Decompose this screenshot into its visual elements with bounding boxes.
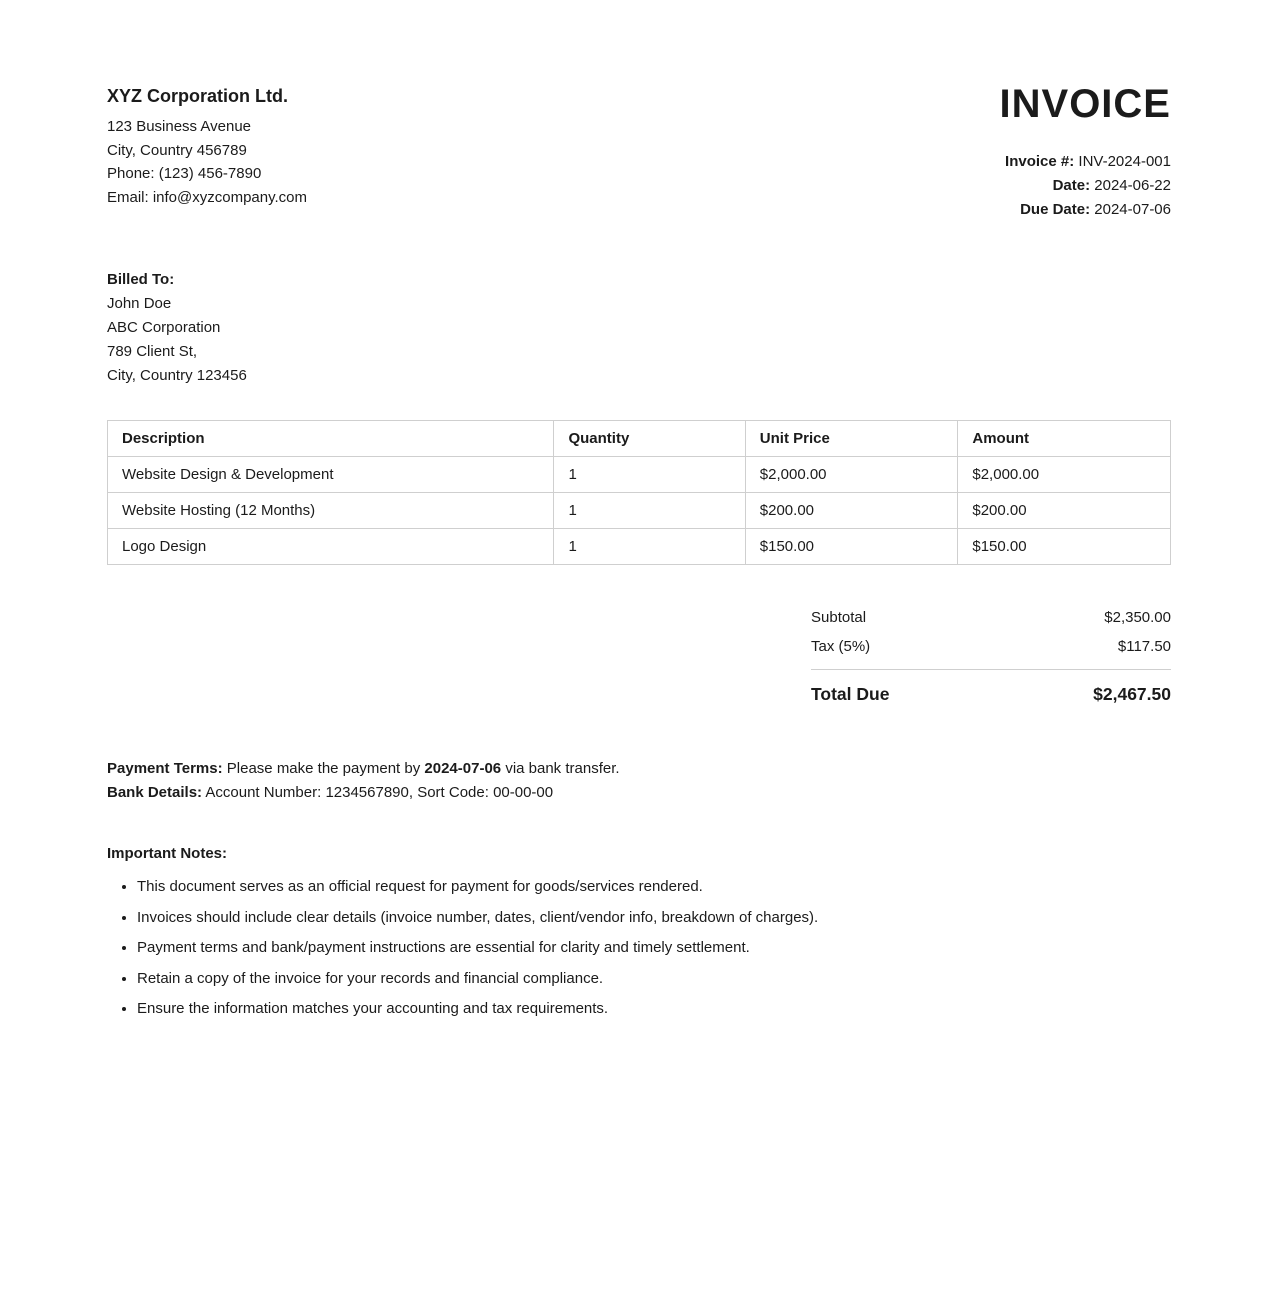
item-description: Website Hosting (12 Months)	[108, 493, 554, 529]
invoice-date-value: 2024-06-22	[1094, 177, 1171, 194]
totals-section	[811, 603, 1171, 711]
item-quantity: 1	[554, 457, 745, 493]
item-description: Logo Design	[108, 529, 554, 565]
invoice-number-label: Invoice #:	[1005, 153, 1075, 170]
invoice-header	[107, 84, 1171, 222]
total-due-value: $2,467.50	[1093, 684, 1171, 704]
item-amount: $200.00	[958, 493, 1171, 529]
payment-terms-date: 2024-07-06	[424, 760, 502, 777]
company-name: XYZ Corporation Ltd.	[107, 86, 288, 106]
items-table-header	[108, 421, 1171, 457]
billed-to-section	[107, 268, 1171, 388]
billed-to-company: ABC Corporation	[107, 319, 221, 336]
invoice-number-value: INV-2024-001	[1078, 153, 1171, 170]
list-item: • Invoices should include clear details (invoice number, dates, client/vendor info, breakdown of charges).	[137, 907, 1171, 929]
total-due-label: Total Due	[811, 684, 890, 704]
payment-terms-line	[107, 757, 1171, 781]
billed-to-name: John Doe	[107, 295, 172, 312]
table-header-row	[108, 421, 1171, 457]
col-header-amount: Amount	[958, 421, 1171, 457]
list-item: • Ensure the information matches your accounting and tax requirements.	[137, 998, 1171, 1020]
invoice-date-line	[1000, 174, 1171, 198]
list-item: • This document serves as an official request for payment for goods/services rendered.	[137, 876, 1171, 898]
total-due-row	[811, 670, 1171, 711]
invoice-meta-block	[1000, 84, 1171, 222]
items-table-body	[108, 457, 1171, 565]
invoice-title: INVOICE	[999, 82, 1171, 126]
table-row	[108, 457, 1171, 493]
bank-details-line	[107, 781, 1171, 805]
invoice-due-date-line	[1000, 198, 1171, 222]
list-item: • Payment terms and bank/payment instructions are essential for clarity and timely settlement.	[137, 937, 1171, 959]
tax-value: $117.50	[1117, 638, 1171, 655]
billed-to-label: Billed To:	[107, 271, 175, 288]
col-header-quantity: Quantity	[554, 421, 745, 457]
company-block	[107, 84, 307, 210]
subtotal-label: Subtotal	[811, 609, 867, 626]
tax-label: Tax (5%)	[811, 638, 871, 655]
invoice-due-date-value: 2024-07-06	[1094, 201, 1171, 218]
item-quantity: 1	[554, 493, 745, 529]
subtotal-value: $2,350.00	[1104, 609, 1171, 626]
item-amount: $2,000.00	[958, 457, 1171, 493]
item-quantity: 1	[554, 529, 745, 565]
billed-to-address-line1: 789 Client St,	[107, 343, 198, 360]
table-row	[108, 493, 1171, 529]
invoice-number-line	[1000, 150, 1171, 174]
tax-row	[811, 632, 1171, 661]
company-address-line1: 123 Business Avenue	[107, 118, 252, 135]
subtotal-row	[811, 603, 1171, 632]
col-header-description: Description	[108, 421, 554, 457]
company-email: Email: info@xyzcompany.com	[107, 189, 308, 207]
bank-details-value: Account Number: 1234567890, Sort Code: 00-00-00	[205, 784, 554, 801]
company-phone: Phone: (123) 456-7890	[107, 165, 262, 183]
billed-to-address-line2: City, Country 123456	[107, 367, 247, 384]
item-description: Website Design & Development	[108, 457, 554, 493]
col-header-unit-price: Unit Price	[745, 421, 958, 457]
table-row	[108, 529, 1171, 565]
payment-terms-label: Payment Terms:	[107, 760, 223, 777]
payment-terms-suffix: via bank transfer.	[505, 760, 620, 777]
item-amount: $150.00	[958, 529, 1171, 565]
items-table	[107, 420, 1171, 565]
invoice-date-label: Date:	[1052, 177, 1091, 194]
bank-details-label: Bank Details:	[107, 784, 203, 801]
item-unit-price: $200.00	[745, 493, 958, 529]
notes-list	[107, 876, 1171, 1020]
company-address-line2: City, Country 456789	[107, 141, 247, 159]
invoice-due-date-label: Due Date:	[1020, 201, 1091, 218]
payment-section	[107, 757, 1171, 805]
payment-terms-prefix: Please make the payment by	[226, 760, 421, 777]
item-unit-price: $2,000.00	[745, 457, 958, 493]
notes-section	[107, 845, 1171, 1020]
item-unit-price: $150.00	[745, 529, 958, 565]
notes-heading: Important Notes:	[107, 845, 227, 862]
list-item: • Retain a copy of the invoice for your records and financial compliance.	[137, 968, 1171, 990]
